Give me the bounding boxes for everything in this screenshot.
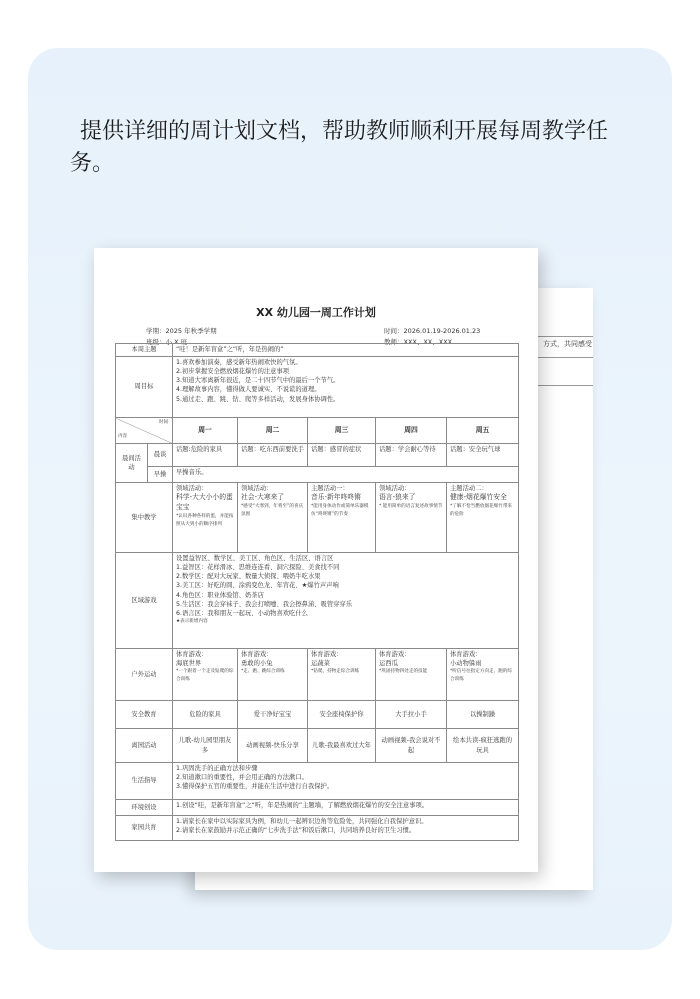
back-page-text: 方式，共同感受: [543, 340, 592, 348]
life-item: 2.知道漱口的重要性，并会用正确的方法漱口。: [176, 774, 308, 782]
day-header: 周五: [447, 418, 519, 444]
goal: 1.喜欢参加演奏，感受新年热闹欢快的气氛。: [176, 359, 302, 366]
leave-cell: 绘本共读-疯狂逃跑的玩具: [447, 729, 519, 763]
morning-label: 晨间活动: [116, 444, 148, 483]
life-item: 3.懂得保护五官的重要性，并能在生活中进行自我保护。: [176, 783, 334, 791]
activity-note: *能用身体动作或简单乐器模仿“咚咚锵”的节奏: [311, 503, 369, 517]
area-item: 1.益智区：花样滑冰、思维连连看、洞穴探险、美食找不同: [176, 564, 340, 572]
talk: 话题：安全玩气球: [447, 444, 519, 467]
safety-cell: 安全座椅保护你: [308, 701, 376, 729]
safety-label: 安全教育: [116, 701, 173, 729]
safety-cell: 爱干净好宝宝: [238, 701, 308, 729]
activity-note: *感受“大寒到，年将至”的喜庆氛围: [241, 503, 304, 517]
areas: [173, 553, 519, 649]
area-item: 设置益智区、数学区、美工区、角色区、生活区、语言区: [176, 555, 334, 562]
outdoor-label: 户外运动: [116, 649, 173, 701]
area-item: 4.角色区：职业体验馆、奶茶店: [176, 591, 264, 599]
activity-type: 主题活动一：: [311, 485, 349, 492]
day-header: 周四: [376, 418, 447, 444]
talk-label: 晨谈: [148, 444, 173, 467]
day-header: 周一: [173, 418, 238, 444]
life: [173, 763, 519, 800]
home-label: 家园共育: [116, 816, 173, 841]
activity-type: 体育游戏：: [176, 651, 208, 658]
activity-note: * 能用简单的语言复述故事情节: [379, 503, 443, 509]
teaching-cell: [308, 483, 376, 553]
activity-note: *走、跑、跳综合训练: [241, 669, 285, 675]
doc-title: XX 幼儿园一周工作计划: [256, 306, 376, 319]
talk: 话题：学会耐心等待: [376, 444, 447, 467]
activity-name: 勇敢的小兔: [241, 660, 273, 668]
goal: 4.理解故事内容，懂得做人要诚实、不说谎的道理。: [176, 386, 321, 394]
activity-name: 小动物躲雨: [450, 660, 482, 668]
term: 学期：2025 年秋季学期: [146, 327, 217, 335]
teaching-cell: [447, 483, 519, 553]
home-item: 1.请家长在家中以实际家具为例，和幼儿一起辨识边角等危险处，共同强化自我保护意识。: [176, 818, 428, 825]
area-item: 5.生活区：我会穿袜子、我会打喷嚏、我会擦鼻涕、吸管穿穿乐: [176, 600, 353, 608]
life-item: 1.巩固洗手的正确方法和步骤: [176, 765, 258, 772]
teaching-label: 集中教学: [116, 483, 173, 553]
activity-note: *听信号往指定方向走、跑的综合训练: [450, 669, 513, 683]
safety-cell: 大手拉小手: [376, 701, 447, 729]
plan-table: [115, 343, 519, 841]
activity-name: 语言-狼来了: [379, 493, 416, 502]
outdoor-cell: [173, 649, 238, 701]
activity-type: 领域活动：: [379, 485, 411, 492]
goal: 5.通过走、跑、跳、钻、爬等多样活动，发展身体协调性。: [176, 395, 340, 403]
talk: 话题:危险的家具: [173, 444, 238, 467]
activity-name: 社会-大寒来了: [241, 493, 285, 502]
activity-name: 运西瓜: [379, 660, 398, 668]
goal: 2.初步掌握安全燃放烟花爆竹的注意事项: [176, 368, 290, 376]
exercise: 早操音乐。: [173, 467, 519, 483]
exercise-label: 早操: [148, 467, 173, 483]
talk: 话题：吃东西前要洗手: [238, 444, 308, 467]
corner-cell: [116, 418, 173, 444]
time: 时间：2026.01.19-2026.01.23: [384, 327, 481, 335]
home: [173, 816, 519, 841]
activity-note: *了解不恰当燃放烟花爆竹带来的危险: [450, 503, 513, 517]
teaching-cell: [238, 483, 308, 553]
activity-note: *认识各种各样的蛋，并能按照从大到小的顺序排列: [176, 513, 234, 527]
outdoor-cell: [308, 649, 376, 701]
activity-type: 领域活动：: [241, 485, 273, 492]
leave-cell: 动画视频-快乐分享: [238, 729, 308, 763]
safety-cell: 危险的家具: [173, 701, 238, 729]
front-page: [94, 248, 538, 872]
corner-time: 时间: [159, 420, 168, 425]
env: 1.创设“哇，是新年盲盒”之“听，年是热闹的”主题墙，了解燃放烟花爆竹的安全注意事项。: [173, 800, 519, 816]
activity-name: 海底世界: [176, 660, 202, 668]
activity-name: 科学-大大小小的蛋宝宝: [176, 493, 233, 511]
life-label: 生活指导: [116, 763, 173, 800]
area-item: 6.语言区：我和朋友一起玩、小动物喜欢吃什么: [176, 609, 308, 617]
headline: 提供详细的周计划文档，帮助教师顺利开展每周教学任务。: [70, 119, 609, 176]
leave-cell: 动画视频-我会说对不起: [376, 729, 447, 763]
day-header: 周二: [238, 418, 308, 444]
activity-name: 健康-烟花爆竹安全: [450, 493, 507, 502]
outdoor-cell: [376, 649, 447, 701]
activity-type: 主题活动二：: [450, 485, 488, 492]
activity-note: *一个跟着一个走及钻爬的综合训练: [176, 669, 234, 683]
theme-label: 本周主题: [116, 344, 173, 357]
area-note: ★表示新增内容: [176, 618, 208, 624]
day-header: 周三: [308, 418, 376, 444]
class: 班级：小 X 班: [146, 338, 188, 346]
activity-type: 体育游戏：: [379, 651, 411, 658]
outdoor-cell: [238, 649, 308, 701]
goals-label: 周目标: [116, 357, 173, 418]
corner-content: 内容: [118, 434, 127, 440]
leave-cell: 儿歌-我最喜欢过大年: [308, 729, 376, 763]
activity-note: *钻爬、持物走综合训练: [311, 669, 360, 675]
activity-name: 运蔬菜: [311, 660, 330, 668]
safety-cell: 以操制躁: [447, 701, 519, 729]
talk: 话题：感冒的症状: [308, 444, 376, 467]
goal: 3.知道大寒离新年很近，是二十四节气中的最后一个节气。: [176, 377, 340, 385]
activity-type: 领域活动：: [176, 485, 208, 492]
teaching-row: [116, 483, 519, 553]
activity-type: 体育游戏：: [450, 651, 482, 658]
teachers: 教师：XXX、XX、XXX: [384, 338, 453, 346]
area-item: 2.数学区：配对大玩家、数量大侦探、喂奶牛吃水果: [176, 573, 321, 581]
area-label: 区域游戏: [116, 553, 173, 649]
outdoor-cell: [447, 649, 519, 701]
activity-type: 体育游戏：: [311, 651, 343, 658]
theme: “哇！是新年盲盒”之“听，年是热闹的”: [173, 344, 519, 357]
area-item: 3.美工区：好吃的圆、涂鸦变色龙、年宵花、★爆竹声声响: [176, 582, 339, 590]
leave-label: 离园活动: [116, 729, 173, 763]
home-item: 2.请家长在家鼓励并示范正确的“七步洗手法”和饭后漱口，共同培养良好的卫生习惯。: [176, 827, 416, 835]
teaching-cell: [376, 483, 447, 553]
activity-note: *巩固持物四处走的技能: [379, 669, 428, 675]
activity-type: 体育游戏：: [241, 651, 273, 658]
goals: [173, 357, 519, 418]
teaching-cell: [173, 483, 238, 553]
leave-cell: 儿歌-幼儿园里朋友多: [173, 729, 238, 763]
activity-name: 音乐-新年咚咚锵: [311, 493, 362, 502]
env-label: 环境创设: [116, 800, 173, 816]
